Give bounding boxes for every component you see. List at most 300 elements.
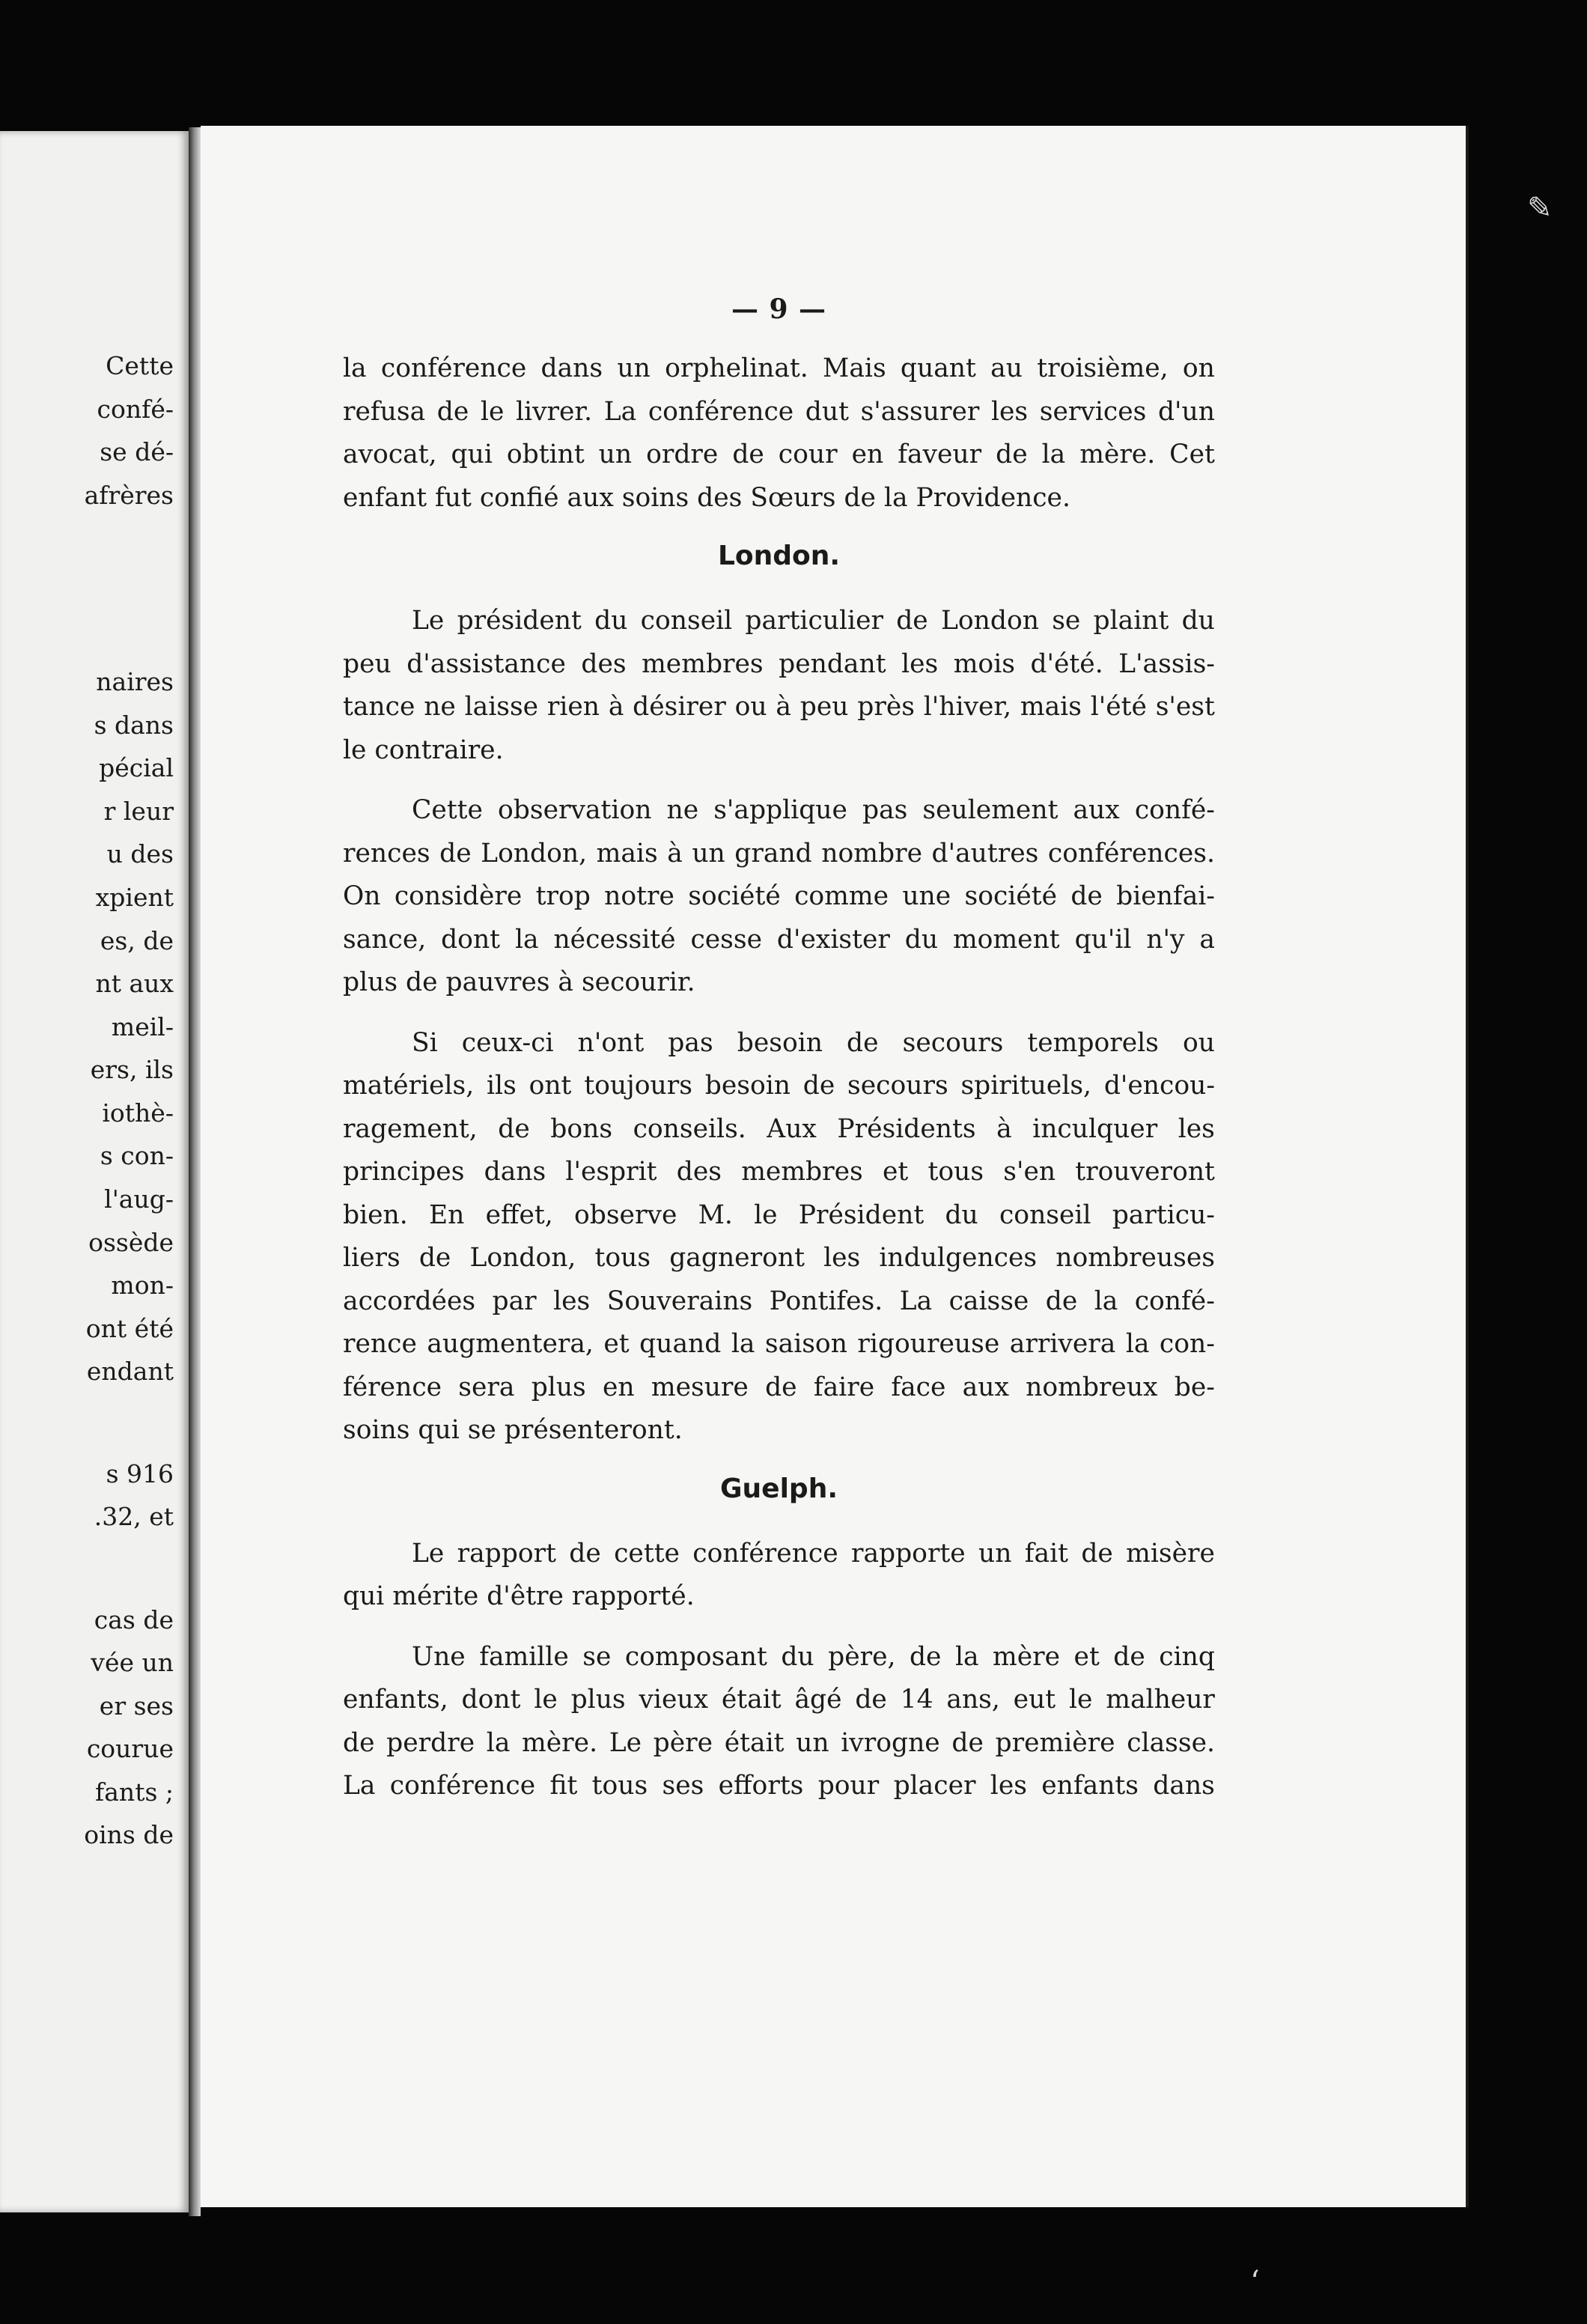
word: d'un xyxy=(1157,396,1215,427)
left-page-fragment: mon- xyxy=(111,1271,174,1300)
word: de xyxy=(802,1071,835,1101)
word: conférence xyxy=(389,1771,536,1801)
word: le contraire. xyxy=(343,734,504,765)
left-page-fragment: nt aux xyxy=(95,969,174,998)
word: à xyxy=(996,1113,1012,1144)
word: a xyxy=(1199,924,1215,955)
word: ordre xyxy=(646,439,719,469)
word: à xyxy=(608,692,624,722)
word: était xyxy=(721,1685,782,1715)
word: London, xyxy=(469,1243,576,1273)
left-page-fragment: s 916 xyxy=(106,1459,174,1488)
word: accordées xyxy=(343,1286,476,1316)
text-line xyxy=(343,686,1215,729)
word: Aux xyxy=(767,1113,817,1144)
word: dans xyxy=(1153,1771,1215,1801)
left-page-fragment: confé- xyxy=(97,395,174,424)
word: et xyxy=(1073,1641,1100,1672)
word: composant xyxy=(624,1641,767,1672)
word: L'assis- xyxy=(1118,648,1215,679)
word: le xyxy=(1068,1685,1093,1715)
page-number: — 9 — xyxy=(731,293,827,325)
word: pour xyxy=(817,1771,880,1801)
word: London, xyxy=(481,838,588,869)
left-page-fragment: meil- xyxy=(111,1012,174,1041)
word: les xyxy=(990,396,1029,427)
word: les xyxy=(901,648,939,679)
word: secours xyxy=(902,1027,1004,1058)
word: Le xyxy=(412,606,445,636)
word: Si xyxy=(412,1027,438,1058)
word: cinq xyxy=(1159,1641,1215,1672)
word: particu- xyxy=(1112,1199,1215,1230)
word: indulgences xyxy=(879,1243,1038,1273)
word: conférence xyxy=(648,396,794,427)
word: ivrogne xyxy=(841,1727,940,1758)
page xyxy=(201,126,1466,2207)
word: cour xyxy=(778,439,838,469)
word: peu xyxy=(799,692,849,722)
section-intro xyxy=(343,347,1215,520)
heading-guelph: Guelph. xyxy=(719,1473,838,1504)
word: membres xyxy=(741,1157,863,1187)
paragraph xyxy=(343,789,1215,1005)
word: était xyxy=(724,1727,785,1758)
left-page-fragment: pécial xyxy=(99,753,174,782)
paragraph xyxy=(343,600,1215,772)
word: par xyxy=(492,1286,537,1316)
word: particulier xyxy=(745,606,883,636)
word: des xyxy=(676,1157,722,1187)
word: Souverains xyxy=(606,1286,753,1316)
text-line xyxy=(343,477,1215,520)
word: ne xyxy=(424,692,456,722)
word: qui mérite d'être rapporté. xyxy=(343,1581,695,1611)
word: Présidents xyxy=(837,1113,976,1144)
word: fait xyxy=(1024,1538,1069,1569)
word: un xyxy=(598,439,633,469)
paragraph xyxy=(343,1636,1215,1808)
word: de xyxy=(1045,1286,1078,1316)
word: obtint xyxy=(506,439,585,469)
word: misère xyxy=(1126,1538,1215,1569)
word: con- xyxy=(1159,1329,1215,1359)
word: enfants xyxy=(1041,1771,1139,1801)
word: désirer xyxy=(633,692,726,722)
word: mère xyxy=(993,1641,1061,1672)
word: notre xyxy=(604,881,674,911)
text-line xyxy=(343,1323,1215,1366)
word: vieux xyxy=(639,1685,709,1715)
word: l'hiver, xyxy=(923,692,1012,722)
word: grand xyxy=(734,838,812,869)
word: société xyxy=(964,881,1058,911)
word: d'été. xyxy=(1030,648,1103,679)
word: aux xyxy=(962,1372,1009,1402)
word: nombreux xyxy=(1026,1372,1158,1402)
word: du xyxy=(904,924,939,955)
left-page-fragment: iothè- xyxy=(102,1098,174,1128)
word: de xyxy=(1113,1641,1145,1672)
word: ils xyxy=(487,1071,517,1101)
word: La xyxy=(343,1771,376,1801)
word: de xyxy=(996,439,1028,469)
word: cette xyxy=(614,1538,680,1569)
word: face xyxy=(891,1372,946,1402)
word: London xyxy=(940,606,1039,636)
word: Cette xyxy=(412,795,483,825)
word: du xyxy=(1181,606,1215,636)
word: plus xyxy=(531,1372,586,1402)
text-line xyxy=(343,347,1215,391)
text-line xyxy=(343,1636,1215,1679)
text-line xyxy=(343,961,1215,1005)
word: La xyxy=(603,396,637,427)
word: efforts xyxy=(718,1771,804,1801)
word: un xyxy=(692,838,725,869)
word: du xyxy=(594,606,628,636)
word: Le xyxy=(412,1538,445,1569)
left-page-fragment: fants ; xyxy=(95,1777,174,1807)
text-line xyxy=(343,1151,1215,1194)
word: Le xyxy=(609,1727,642,1758)
section-guelph xyxy=(343,1533,1215,1808)
left-page-fragment: s dans xyxy=(94,711,174,740)
word: avocat, xyxy=(343,439,437,469)
word: se xyxy=(582,1641,612,1672)
word: comme xyxy=(794,881,889,911)
word: Une xyxy=(412,1641,466,1672)
word: enfants, xyxy=(343,1685,448,1715)
word: la xyxy=(514,924,539,955)
word: âgé xyxy=(794,1685,842,1715)
word: qu'il xyxy=(1074,924,1132,955)
word: la xyxy=(343,353,367,383)
left-page-fragment: xpient xyxy=(95,883,174,912)
word: de xyxy=(847,1027,879,1058)
word: ou xyxy=(1182,1027,1215,1058)
text-line xyxy=(343,1722,1215,1765)
word: mère. xyxy=(1079,439,1156,469)
word: d'exister xyxy=(776,924,890,955)
word: Président xyxy=(798,1199,925,1230)
text-line xyxy=(343,1679,1215,1722)
word: cesse xyxy=(690,924,763,955)
word: On xyxy=(343,881,381,911)
word: caisse xyxy=(948,1286,1029,1316)
word: d'autres xyxy=(931,838,1039,869)
word: la xyxy=(1041,439,1066,469)
word: de xyxy=(1070,881,1103,911)
word: rapport xyxy=(457,1538,556,1569)
word: quand xyxy=(639,1329,722,1359)
word: eut xyxy=(1013,1685,1056,1715)
word: fit xyxy=(549,1771,578,1801)
word: tous xyxy=(927,1157,984,1187)
word: de xyxy=(1081,1538,1113,1569)
word: de xyxy=(569,1538,601,1569)
paragraph xyxy=(343,347,1215,520)
left-page-fragment: endant xyxy=(86,1357,174,1386)
word: d'assistance xyxy=(406,648,566,679)
word: une xyxy=(902,881,951,911)
word: classe. xyxy=(1127,1727,1215,1758)
word: quant xyxy=(900,353,976,383)
word: 14 xyxy=(900,1685,933,1715)
paragraph xyxy=(343,1533,1215,1619)
text-line xyxy=(343,1575,1215,1619)
word: gagneront xyxy=(669,1243,805,1273)
word: observation xyxy=(498,795,652,825)
word: n'y xyxy=(1146,924,1185,955)
word: de xyxy=(418,1243,451,1273)
word: à xyxy=(776,692,791,722)
word: au xyxy=(990,353,1023,383)
word: malheur xyxy=(1106,1685,1215,1715)
word: perdre xyxy=(386,1727,475,1758)
left-page-fragment: ers, ils xyxy=(90,1055,174,1084)
word: faveur xyxy=(898,439,982,469)
word: nombre xyxy=(821,838,922,869)
word: liers xyxy=(343,1243,400,1273)
word: la xyxy=(954,1641,979,1672)
left-page-fragment: es, de xyxy=(100,926,174,955)
word: inculquer xyxy=(1032,1113,1158,1144)
word: bien. xyxy=(343,1199,408,1230)
word: mais xyxy=(1020,692,1082,722)
word: principes xyxy=(343,1157,465,1187)
left-page-fragment: Cette xyxy=(106,351,174,380)
word: de xyxy=(498,1113,530,1144)
word: pas xyxy=(668,1027,713,1058)
text-line xyxy=(343,919,1215,962)
word: un xyxy=(796,1727,829,1758)
left-page-fragment: u des xyxy=(106,839,174,869)
word: de xyxy=(765,1372,797,1402)
text-line xyxy=(343,1765,1215,1808)
word: les xyxy=(553,1286,591,1316)
word: membres xyxy=(642,648,764,679)
word: dans xyxy=(540,353,603,383)
word: dont xyxy=(441,924,501,955)
word: le xyxy=(480,396,505,427)
word: les xyxy=(1178,1113,1215,1144)
word: de xyxy=(732,439,764,469)
word: besoin xyxy=(737,1027,823,1058)
word: famille xyxy=(479,1641,569,1672)
word: La xyxy=(899,1286,933,1316)
word: temporels xyxy=(1027,1027,1159,1058)
word: confé- xyxy=(1134,1286,1215,1316)
word: trop xyxy=(535,881,591,911)
word: refusa xyxy=(343,396,426,427)
word: la xyxy=(1125,1329,1150,1359)
word: du xyxy=(945,1199,978,1230)
word: toujours xyxy=(584,1071,692,1101)
text-line xyxy=(343,1108,1215,1152)
word: s'applique xyxy=(713,795,847,825)
text-line xyxy=(343,1533,1215,1576)
left-page-fragment: ossède xyxy=(88,1228,174,1257)
word: sance, xyxy=(343,924,427,955)
word: la xyxy=(1094,1286,1118,1316)
text-line xyxy=(343,1065,1215,1108)
word: soins qui se présenteront. xyxy=(343,1415,683,1445)
word: on xyxy=(1182,353,1215,383)
word: pas xyxy=(862,795,908,825)
word: matériels, xyxy=(343,1071,475,1101)
section-london xyxy=(343,600,1215,1452)
text-line xyxy=(343,643,1215,687)
word: père xyxy=(653,1727,713,1758)
word: rapporte xyxy=(850,1538,966,1569)
text-line xyxy=(343,1280,1215,1324)
word: conférence xyxy=(380,353,527,383)
word: de xyxy=(436,396,469,427)
word: et xyxy=(882,1157,909,1187)
left-page-fragment: r leur xyxy=(103,797,174,826)
text-line xyxy=(343,729,1215,773)
word: un xyxy=(617,353,651,383)
left-page-fragment: er ses xyxy=(99,1691,174,1721)
word: seulement xyxy=(922,795,1058,825)
word: les xyxy=(990,1771,1027,1801)
word: s'en xyxy=(1003,1157,1056,1187)
word: M. xyxy=(698,1199,733,1230)
word: secours xyxy=(847,1071,948,1101)
text-line xyxy=(343,1194,1215,1238)
word: société xyxy=(688,881,781,911)
word: ses xyxy=(662,1771,704,1801)
word: dans xyxy=(484,1157,546,1187)
word: tous xyxy=(594,1243,651,1273)
word: be- xyxy=(1174,1372,1215,1402)
word: de xyxy=(439,838,472,869)
word: ragement, xyxy=(343,1113,478,1144)
word: du xyxy=(781,1641,814,1672)
word: l'esprit xyxy=(565,1157,657,1187)
word: mois xyxy=(953,648,1015,679)
word: de xyxy=(951,1727,984,1758)
word: l'été xyxy=(1090,692,1147,722)
word: faire xyxy=(813,1372,875,1402)
word: orphelinat. xyxy=(665,353,808,383)
word: services xyxy=(1039,396,1147,427)
word: besoin xyxy=(704,1071,791,1101)
word: mesure xyxy=(651,1372,749,1402)
word: spirituels, xyxy=(960,1071,1092,1101)
word: tous xyxy=(591,1771,648,1801)
word: de xyxy=(343,1727,375,1758)
word: rence xyxy=(343,1329,417,1359)
word: de xyxy=(896,606,928,636)
left-page-fragment: cas de xyxy=(94,1605,174,1634)
text-line xyxy=(343,600,1215,643)
word: dut xyxy=(805,396,849,427)
word: des xyxy=(581,648,627,679)
word: troisième, xyxy=(1037,353,1169,383)
word: rigoureuse xyxy=(857,1329,1000,1359)
word: En xyxy=(428,1199,465,1230)
text-line xyxy=(343,1237,1215,1280)
word: placer xyxy=(893,1771,976,1801)
word: ceux-ci xyxy=(461,1027,554,1058)
word: mais xyxy=(596,838,658,869)
word: conseil xyxy=(640,606,733,636)
word: le xyxy=(754,1199,778,1230)
left-page-fragment: courue xyxy=(86,1734,174,1763)
word: Pontifes. xyxy=(769,1286,883,1316)
word: père, xyxy=(828,1641,896,1672)
word: ont xyxy=(529,1071,572,1101)
word: tance xyxy=(343,692,415,722)
word: sera xyxy=(458,1372,515,1402)
text-line xyxy=(343,1366,1215,1410)
word: première xyxy=(995,1727,1115,1758)
text-line xyxy=(343,391,1215,434)
word: ne xyxy=(666,795,699,825)
left-page-edge xyxy=(0,131,189,2212)
word: nécessité xyxy=(553,924,676,955)
text-line xyxy=(343,434,1215,477)
left-page-fragment: l'aug- xyxy=(104,1184,174,1214)
word: les xyxy=(823,1243,861,1273)
word: Cet xyxy=(1169,439,1215,469)
word: effet, xyxy=(485,1199,553,1230)
text-line xyxy=(343,1409,1215,1452)
text-line xyxy=(343,789,1215,833)
word: bons xyxy=(550,1113,613,1144)
word: de xyxy=(855,1685,887,1715)
word: ou xyxy=(734,692,767,722)
word: en xyxy=(603,1372,635,1402)
word: laisse xyxy=(464,692,539,722)
word: arrivera xyxy=(1009,1329,1116,1359)
scan-speck: ʻ xyxy=(1250,2265,1260,2299)
left-page-fragment: .32, et xyxy=(94,1502,174,1531)
word: observe xyxy=(573,1199,677,1230)
word: ans, xyxy=(946,1685,1000,1715)
word: qui xyxy=(451,439,493,469)
word: et xyxy=(603,1329,630,1359)
left-page-fragment: se dé- xyxy=(100,437,174,466)
left-page-fragment: vée un xyxy=(91,1648,174,1677)
word: près xyxy=(857,692,915,722)
word: férence xyxy=(343,1372,442,1402)
word: un xyxy=(978,1538,1012,1569)
word: pendant xyxy=(779,648,886,679)
left-page-fragment: naires xyxy=(96,667,174,696)
word: moment xyxy=(952,924,1060,955)
text-line xyxy=(343,875,1215,919)
word: se xyxy=(1052,606,1081,636)
word: de xyxy=(909,1641,942,1672)
word: le xyxy=(534,1685,558,1715)
paragraph xyxy=(343,1022,1215,1452)
book-gutter xyxy=(189,127,201,2216)
word: d'encou- xyxy=(1103,1071,1215,1101)
word: en xyxy=(851,439,884,469)
word: bienfai- xyxy=(1116,881,1215,911)
word: enfant fut confié aux soins des Sœurs de la Providence. xyxy=(343,482,1070,513)
text-line xyxy=(343,1022,1215,1065)
word: rences xyxy=(343,838,430,869)
word: dont xyxy=(461,1685,521,1715)
word: augmentera, xyxy=(427,1329,594,1359)
word: la xyxy=(731,1329,755,1359)
word: s'est xyxy=(1155,692,1215,722)
word: conférences. xyxy=(1047,838,1215,869)
